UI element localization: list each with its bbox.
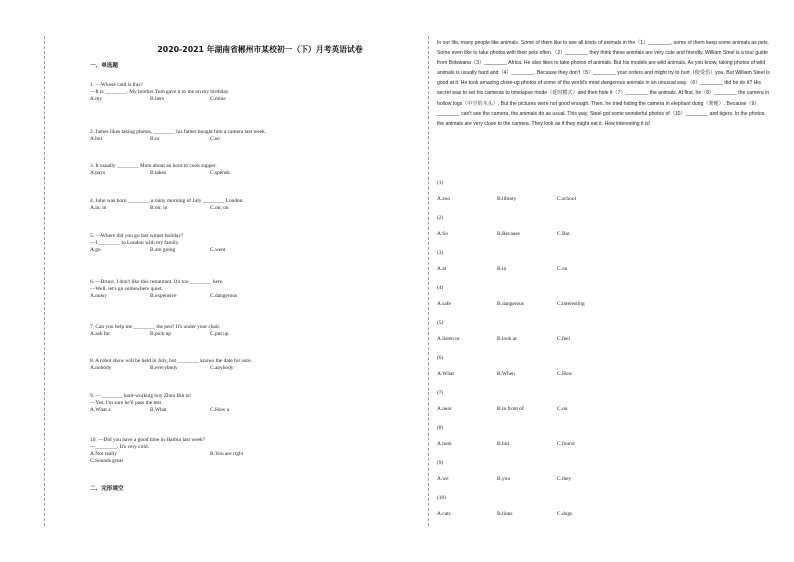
cloze-6-option-c[interactable]: C.How bbox=[557, 371, 573, 377]
cloze-9-option-b[interactable]: B.you bbox=[497, 476, 511, 482]
cloze-3-option-c[interactable]: C.on bbox=[557, 266, 568, 272]
question-9-option-a[interactable]: A.What a bbox=[90, 407, 111, 413]
cloze-question-3 bbox=[437, 250, 568, 273]
question-5-option-a[interactable]: A.go bbox=[90, 247, 101, 253]
cloze-8-option-a[interactable]: A.took bbox=[437, 441, 452, 447]
cloze-3-option-b[interactable]: B.in bbox=[497, 266, 507, 272]
cloze-10-option-b[interactable]: B.lions bbox=[497, 511, 513, 517]
cloze-8-option-c[interactable]: C.found bbox=[557, 441, 575, 447]
question-3-line-1: 3. It usually ________ Mum about an hour to cook supper. bbox=[90, 163, 217, 169]
q10-option-a[interactable]: A.Not really bbox=[90, 451, 117, 457]
cloze-9-options bbox=[437, 476, 572, 483]
question-7-option-c[interactable]: C.put up bbox=[210, 331, 229, 337]
question-4-option-a[interactable]: A.in; in bbox=[90, 205, 107, 211]
question-1-option-b[interactable]: B.hers bbox=[150, 96, 164, 102]
question-9-option-b[interactable]: B.What bbox=[150, 407, 167, 413]
question-9-options bbox=[90, 407, 230, 414]
question-4 bbox=[90, 198, 244, 212]
question-7-option-a[interactable]: A.ask for bbox=[90, 331, 111, 337]
cloze-2-option-b[interactable]: B.Because bbox=[497, 231, 520, 237]
cloze-1-option-b[interactable]: B.library bbox=[497, 196, 517, 202]
question-4-line-1: 4. John was born ________ a rainy morning of July ________ London. bbox=[90, 198, 244, 204]
question-2 bbox=[90, 129, 266, 143]
question-2-option-a[interactable]: A.but bbox=[90, 136, 103, 142]
cloze-7-option-a[interactable]: A.near bbox=[437, 406, 452, 412]
question-3-option-c[interactable]: C.spends bbox=[210, 170, 230, 176]
q10-option-c[interactable]: C.Sounds great bbox=[90, 458, 123, 464]
cloze-1-option-c[interactable]: C.school bbox=[557, 196, 577, 202]
cloze-number: (8) bbox=[437, 425, 444, 431]
cloze-number: (2) bbox=[437, 215, 444, 221]
cloze-2-options bbox=[437, 231, 570, 238]
cloze-4-options bbox=[437, 301, 585, 308]
question-2-options bbox=[90, 136, 266, 143]
question-8-options bbox=[90, 365, 252, 372]
cloze-10-option-a[interactable]: A.cats bbox=[437, 511, 451, 517]
cloze-number: (6) bbox=[437, 355, 444, 361]
cloze-1-option-a[interactable]: A.zoo bbox=[437, 196, 451, 202]
question-7-option-b[interactable]: B.pick up bbox=[150, 331, 171, 337]
question-2-option-b[interactable]: B.or bbox=[150, 136, 160, 142]
cloze-9-option-c[interactable]: C.they bbox=[557, 476, 572, 482]
cloze-question-1 bbox=[437, 180, 577, 203]
cloze-5-option-a[interactable]: A.listen to bbox=[437, 336, 460, 342]
question-1-line-2: —It is ________. My brother Tom gave it to me on my birthday. bbox=[90, 89, 230, 95]
cloze-3-option-a[interactable]: A.at bbox=[437, 266, 447, 272]
q10-option-b[interactable]: B.You are right bbox=[210, 451, 244, 457]
cloze-8-option-b[interactable]: B.hid bbox=[497, 441, 509, 447]
cloze-5-options bbox=[437, 336, 571, 343]
question-1-options bbox=[90, 96, 229, 103]
question-8-option-c[interactable]: C.anybody bbox=[210, 365, 234, 371]
cloze-4-option-a[interactable]: A.safe bbox=[437, 301, 451, 307]
question-4-option-c[interactable]: C.on; on bbox=[210, 205, 229, 211]
question-5 bbox=[90, 233, 226, 254]
question-6-option-b[interactable]: B.expensive bbox=[150, 293, 177, 299]
cloze-2-option-a[interactable]: A.So bbox=[437, 231, 448, 237]
q10-options-row-2 bbox=[90, 458, 205, 465]
cloze-question-6 bbox=[437, 355, 573, 378]
question-7 bbox=[90, 324, 229, 338]
question-8-option-b[interactable]: B.everybody bbox=[150, 365, 178, 371]
question-5-line-2: —I ________ to London with my family. bbox=[90, 240, 180, 246]
question-1-option-c[interactable]: C.mine bbox=[210, 96, 226, 102]
question-9-line-2: —Yes, I'm sure he'll pass the test. bbox=[90, 400, 163, 406]
cloze-7-option-c[interactable]: C.on bbox=[557, 406, 568, 412]
question-8-option-a[interactable]: A.nobody bbox=[90, 365, 112, 371]
cloze-question-2 bbox=[437, 215, 570, 238]
question-5-option-b[interactable]: B.am going bbox=[150, 247, 176, 253]
question-3-option-a[interactable]: A.pays bbox=[90, 170, 106, 176]
cloze-number: (9) bbox=[437, 460, 444, 466]
question-6-line-1: 6. —Bruce, I don't like this restaurant. It's too ________ here. bbox=[90, 279, 224, 285]
cloze-number: (10) bbox=[437, 495, 446, 501]
question-6-options bbox=[90, 293, 238, 300]
q10-line-2: —________. It's very cold. bbox=[90, 444, 149, 450]
question-1-line-1: 1. —Whose card is this? bbox=[90, 82, 143, 88]
question-3-options bbox=[90, 170, 230, 177]
question-10 bbox=[90, 437, 244, 465]
cloze-6-options bbox=[437, 371, 573, 378]
question-6-option-a[interactable]: A.noisy bbox=[90, 293, 107, 299]
cloze-question-7 bbox=[437, 390, 568, 413]
question-4-option-b[interactable]: B.on; in bbox=[150, 205, 168, 211]
cloze-4-option-c[interactable]: C.interesting bbox=[557, 301, 585, 307]
cloze-question-4 bbox=[437, 285, 585, 308]
cloze-5-option-c[interactable]: C.feel bbox=[557, 336, 571, 342]
cloze-10-option-c[interactable]: C.dogs bbox=[557, 511, 573, 517]
cloze-7-option-b[interactable]: B.in front of bbox=[497, 406, 524, 412]
question-5-options bbox=[90, 247, 226, 254]
binding-line-left bbox=[44, 36, 45, 526]
cloze-8-options bbox=[437, 441, 575, 448]
cloze-4-option-b[interactable]: B.dangerous bbox=[497, 301, 525, 307]
question-9 bbox=[90, 393, 230, 414]
cloze-question-8 bbox=[437, 425, 575, 448]
cloze-1-options bbox=[437, 196, 577, 203]
cloze-number: (1) bbox=[437, 180, 444, 186]
q10-options-row-1 bbox=[90, 451, 244, 458]
question-3 bbox=[90, 163, 230, 177]
question-6-option-c[interactable]: C.dangerous bbox=[210, 293, 238, 299]
question-2-option-c[interactable]: C.so bbox=[210, 136, 220, 142]
cloze-question-10 bbox=[437, 495, 573, 518]
question-3-option-b[interactable]: B.takes bbox=[150, 170, 167, 176]
cloze-3-options bbox=[437, 266, 568, 273]
cloze-6-option-b[interactable]: B.When bbox=[497, 371, 515, 377]
question-5-option-c[interactable]: C.went bbox=[210, 247, 226, 253]
cloze-question-5 bbox=[437, 320, 571, 343]
question-7-line-1: 7. Can you help me ________ the pen? It's under your chair. bbox=[90, 324, 221, 330]
question-7-options bbox=[90, 331, 229, 338]
question-2-line-1: 2. James likes taking photos, ________ his father bought him a camera last week. bbox=[90, 129, 267, 135]
question-4-options bbox=[90, 205, 244, 212]
binding-line-right bbox=[428, 36, 429, 526]
question-1-option-a[interactable]: A.my bbox=[90, 96, 103, 102]
cloze-5-option-b[interactable]: B.look at bbox=[497, 336, 517, 342]
cloze-number: (5) bbox=[437, 320, 444, 326]
question-9-option-c[interactable]: C.How a bbox=[210, 407, 230, 413]
section-heading-cloze: 二、完形填空 bbox=[90, 486, 124, 492]
cloze-9-option-a[interactable]: A.we bbox=[437, 476, 449, 482]
cloze-passage: In our life, many people like animals. Some of them like to see all kinds of animals in the（1）________, some of them keep some animals as pets. Some even like to take photos with their pets often.（2）________ they think these animals are very cute and friendly. William Steel is a tour guide from Botswana（3）________ Africa. He also likes to take photos of animals. But his models are wild animals. As you know, taking photos of wild animals is usually hard and（4）________. Because they don't（5）________ your orders and might try to hurt（使受伤）you. But William Steel is good at it. He took amazing close-up photos of some of the world's most dangerous animals in an unusual way.（6）________ did he do it? His secret was to set his cameras to timelapse mode（延时模式）and then hide it（7）________ the animals. At first, he（8）________ the camera in hollow logs（中空的木头）. But the pictures were not good enough. Then, he tried hiding the camera in elephant dung（粪便）. Because（9）________ can't see the camera, the animals do as usual. This way, Steel got some wonderful photos of（10）________ and tigers. In the photos, the animals are very close to the camera. They look as if they might eat it. How interesting it is! bbox=[437, 40, 770, 127]
q10-line-1: 10. —Did you have a good time in Harbin last week? bbox=[90, 437, 206, 443]
question-6 bbox=[90, 279, 238, 300]
cloze-number: (4) bbox=[437, 285, 444, 291]
cloze-6-option-a[interactable]: A.What bbox=[437, 371, 454, 377]
cloze-number: (3) bbox=[437, 250, 444, 256]
question-5-line-1: 5. —Where did you go last winter holiday? bbox=[90, 233, 184, 239]
question-8-line-1: 8. A robot show will be held in July, but ________ knows the date for sure. bbox=[90, 358, 252, 364]
cloze-7-options bbox=[437, 406, 568, 413]
question-9-line-1: 9. —________ hard-working boy Zhou Bin is! bbox=[90, 393, 192, 399]
cloze-question-9 bbox=[437, 460, 572, 483]
cloze-10-options bbox=[437, 511, 573, 518]
question-6-line-2: —Well, let's go somewhere quiet. bbox=[90, 286, 163, 292]
question-1 bbox=[90, 82, 229, 103]
exam-title: 2020-2021 年湖南省郴州市某校初一（下）月考英语试卷 bbox=[157, 45, 363, 54]
section-heading-single-choice: 一、单选题 bbox=[90, 63, 118, 69]
question-8 bbox=[90, 358, 252, 372]
cloze-2-option-c[interactable]: C.But bbox=[557, 231, 570, 237]
cloze-number: (7) bbox=[437, 390, 444, 396]
